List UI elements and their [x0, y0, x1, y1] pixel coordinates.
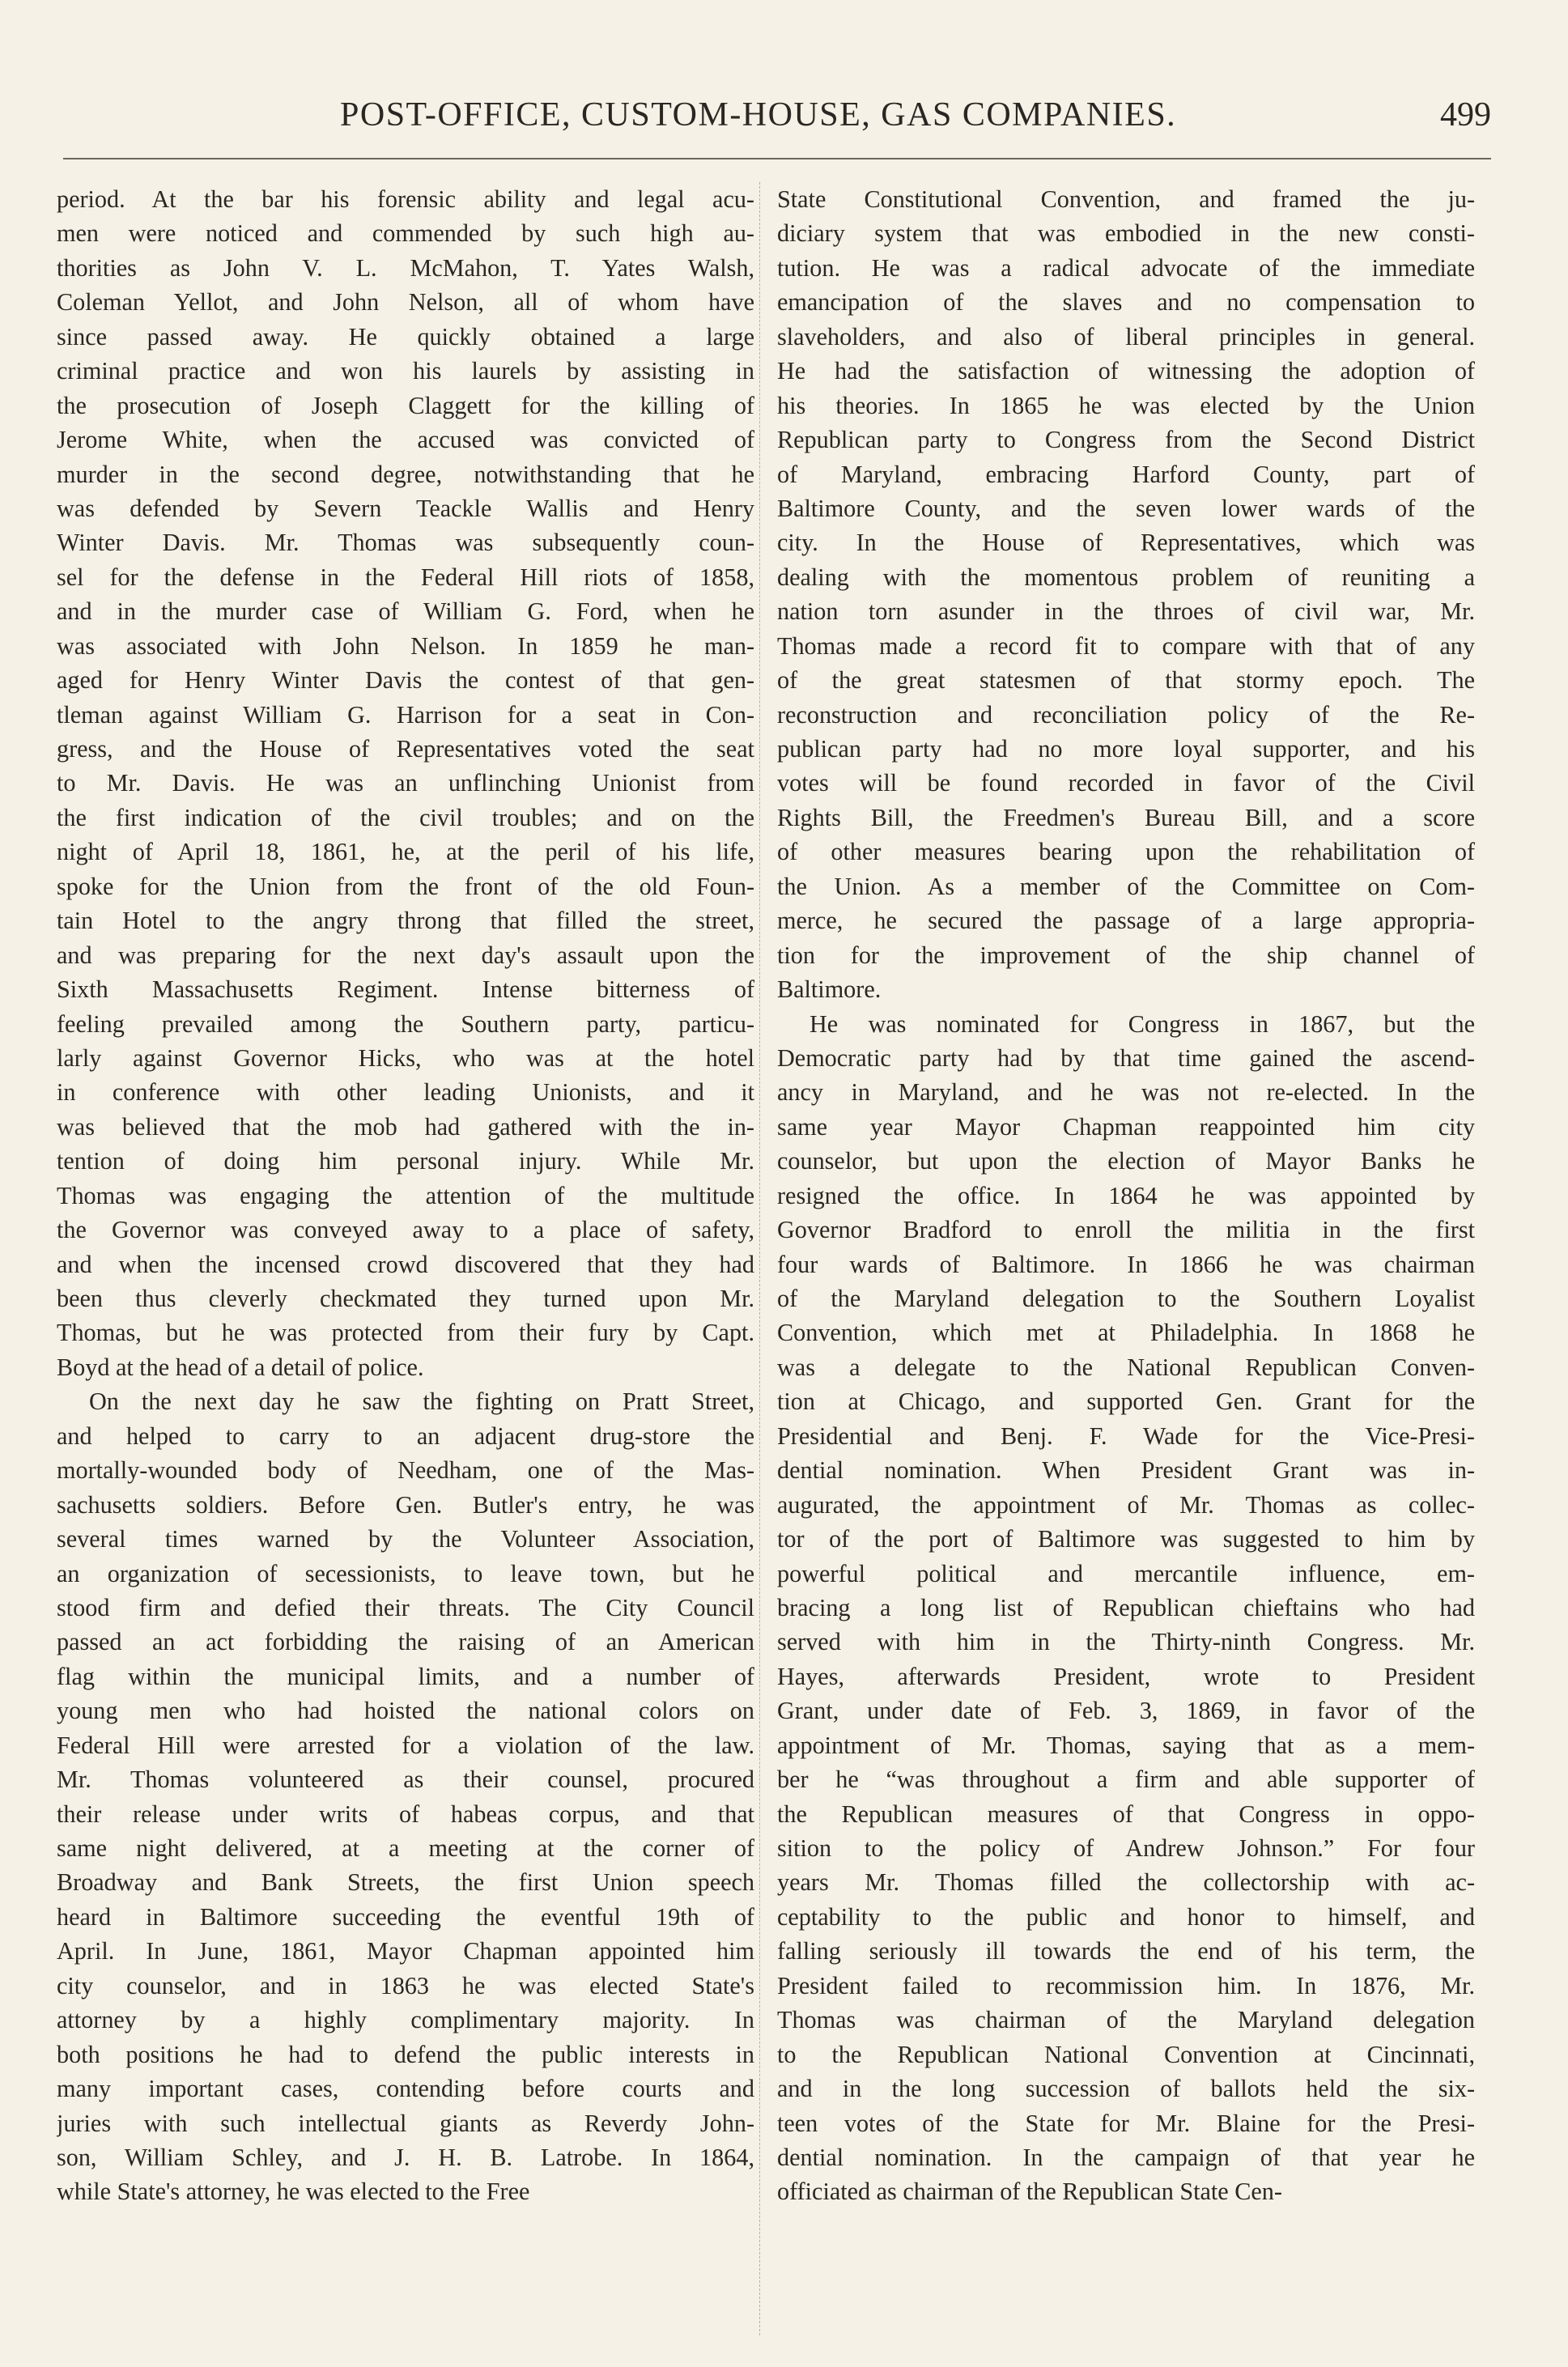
text-line: Presidential and Benj. F. Wade for the Vice-Presi-: [777, 1421, 1475, 1450]
text-line: falling seriously ill towards the end of his term, the: [777, 1937, 1475, 1965]
text-line: their release under writs of habeas corpus, and that: [57, 1800, 754, 1828]
text-line: Baltimore.: [777, 975, 882, 1004]
text-line: several times warned by the Volunteer Association,: [57, 1525, 754, 1553]
text-line: sel for the defense in the Federal Hill riots of 1858,: [57, 563, 754, 591]
text-line: dential nomination. When President Grant was in-: [777, 1456, 1475, 1485]
text-line: votes will be found recorded in favor of the Civil: [777, 769, 1475, 797]
text-line: publican party had no more loyal supporter, and his: [777, 735, 1475, 763]
text-line: Thomas made a record fit to compare with that of any: [777, 631, 1475, 660]
text-line: Thomas, but he was protected from their fury by Capt.: [57, 1319, 754, 1347]
text-line: merce, he secured the passage of a large appropria-: [777, 907, 1475, 935]
text-line: city counselor, and in 1863 he was elected State's: [57, 1971, 754, 1999]
text-line: city. In the House of Representatives, which was: [777, 529, 1475, 557]
column-divider: [759, 182, 760, 2335]
text-line: diciary system that was embodied in the new consti-: [777, 219, 1475, 248]
text-line: same year Mayor Chapman reappointed him city: [777, 1112, 1475, 1141]
text-line: Boyd at the head of a detail of police.: [57, 1353, 424, 1381]
text-line: period. At the bar his forensic ability and legal acu-: [57, 185, 754, 213]
text-line: of the great statesmen of that stormy epoch. The: [777, 666, 1475, 695]
text-line: mortally-wounded body of Needham, one of the Mas-: [57, 1456, 754, 1485]
text-line: men were noticed and commended by such high au-: [57, 219, 754, 248]
text-line: powerful political and mercantile influence, em-: [777, 1559, 1475, 1587]
text-line: aged for Henry Winter Davis the contest of that gen-: [57, 666, 754, 695]
text-line: served with him in the Thirty-ninth Congress. Mr.: [777, 1628, 1475, 1656]
text-line: He had the satisfaction of witnessing the adoption of: [777, 357, 1475, 385]
text-line: thorities as John V. L. McMahon, T. Yates Walsh,: [57, 253, 754, 282]
text-line: bracing a long list of Republican chieftains who had: [777, 1593, 1475, 1621]
text-line: slaveholders, and also of liberal principles in general.: [777, 322, 1475, 351]
text-line: Broadway and Bank Streets, the first Union speech: [57, 1868, 754, 1897]
text-line: ceptability to the public and honor to himself, and: [777, 1902, 1475, 1931]
text-line: augurated, the appointment of Mr. Thomas as collec-: [777, 1490, 1475, 1519]
text-line: Coleman Yellot, and John Nelson, all of whom have: [57, 288, 754, 317]
text-line: many important cases, contending before courts and: [57, 2075, 754, 2103]
text-line: in conference with other leading Unionists, and it: [57, 1078, 754, 1107]
text-line: four wards of Baltimore. In 1866 he was chairman: [777, 1250, 1475, 1278]
text-line: Jerome White, when the accused was convicted of: [57, 426, 754, 454]
text-line: of the Maryland delegation to the Southern Loyalist: [777, 1285, 1475, 1312]
text-line: Hayes, afterwards President, wrote to President: [777, 1662, 1475, 1690]
text-line: the first indication of the civil troubles; and on the: [57, 803, 754, 831]
text-line: both positions he had to defend the public interests in: [57, 2040, 754, 2068]
text-line: his theories. In 1865 he was elected by the Union: [777, 391, 1475, 419]
text-line: State Constitutional Convention, and framed the ju-: [777, 185, 1475, 213]
text-line: of other measures bearing upon the rehabilitation of: [777, 838, 1475, 866]
text-line: tention of doing him personal injury. While Mr.: [57, 1147, 754, 1175]
text-line: juries with such intellectual giants as Reverdy John-: [57, 2109, 754, 2137]
text-line: resigned the office. In 1864 he was appointed by: [777, 1181, 1475, 1209]
text-line: the Union. As a member of the Committee on Com-: [777, 872, 1475, 900]
text-line: was a delegate to the National Republican Conven-: [777, 1353, 1475, 1381]
text-line: and when the incensed crowd discovered that they had: [57, 1250, 754, 1278]
text-line: Rights Bill, the Freedmen's Bureau Bill, and a score: [777, 803, 1475, 831]
text-line: the prosecution of Joseph Claggett for the killing of: [57, 391, 754, 419]
header-rule: [63, 158, 1491, 159]
text-line: Democratic party had by that time gained the ascend-: [777, 1043, 1475, 1072]
text-line: ancy in Maryland, and he was not re-elected. In the: [777, 1078, 1475, 1107]
text-line: the Republican measures of that Congress in oppo-: [777, 1800, 1475, 1828]
text-line: Grant, under date of Feb. 3, 1869, in favor of the: [777, 1697, 1475, 1725]
text-line: feeling prevailed among the Southern party, particu-: [57, 1009, 754, 1038]
text-line: the Governor was conveyed away to a place of safety,: [57, 1216, 754, 1244]
text-line: murder in the second degree, notwithstanding that he: [57, 460, 754, 488]
text-line: He was nominated for Congress in 1867, but the: [809, 1009, 1475, 1038]
text-line: Federal Hill were arrested for a violation of the law.: [57, 1731, 754, 1759]
text-line: Republican party to Congress from the Second District: [777, 426, 1475, 454]
text-line: passed an act forbidding the raising of an American: [57, 1628, 754, 1656]
text-line: to the Republican National Convention at Cincinnati,: [777, 2040, 1475, 2068]
text-line: heard in Baltimore succeeding the eventful 19th of: [57, 1902, 754, 1931]
text-line: reconstruction and reconciliation policy of the Re-: [777, 700, 1475, 729]
text-line: emancipation of the slaves and no compensation to: [777, 288, 1475, 317]
left-column: [57, 182, 754, 2209]
running-head: POST-OFFICE, CUSTOM-HOUSE, GAS COMPANIES.: [340, 96, 1177, 134]
text-line: son, William Schley, and J. H. B. Latrobe. In 1864,: [57, 2143, 754, 2171]
text-line: and helped to carry to an adjacent drug-store the: [57, 1421, 754, 1450]
text-line: Thomas was chairman of the Maryland delegation: [777, 2006, 1475, 2034]
text-line: dealing with the momentous problem of reuniting a: [777, 563, 1475, 591]
text-line: an organization of secessionists, to leave town, but he: [57, 1559, 754, 1587]
text-line: tor of the port of Baltimore was suggested to him by: [777, 1525, 1475, 1553]
text-line: President failed to recommission him. In 1876, Mr.: [777, 1971, 1475, 1999]
text-line: same night delivered, at a meeting at the corner of: [57, 1834, 754, 1862]
text-line: spoke for the Union from the front of the old Foun-: [57, 872, 754, 900]
text-line: young men who had hoisted the national colors on: [57, 1697, 754, 1725]
text-line: flag within the municipal limits, and a number of: [57, 1662, 754, 1690]
text-line: years Mr. Thomas filled the collectorship with ac-: [777, 1868, 1475, 1897]
text-line: and in the murder case of William G. Ford, when he: [57, 597, 754, 626]
text-line: larly against Governor Hicks, who was at the hotel: [57, 1043, 754, 1072]
text-line: nation torn asunder in the throes of civil war, Mr.: [777, 597, 1475, 626]
text-line: and in the long succession of ballots held the six-: [777, 2075, 1475, 2103]
text-line: Governor Bradford to enroll the militia in the first: [777, 1216, 1475, 1244]
text-line: criminal practice and won his laurels by assisting in: [57, 357, 754, 385]
text-line: tleman against William G. Harrison for a seat in Con-: [57, 700, 754, 729]
text-line: Baltimore County, and the seven lower wards of the: [777, 494, 1475, 522]
text-line: sachusetts soldiers. Before Gen. Butler's entry, he was: [57, 1490, 754, 1519]
text-line: tion at Chicago, and supported Gen. Grant for the: [777, 1387, 1475, 1416]
text-line: tion for the improvement of the ship channel of: [777, 941, 1475, 969]
text-line: night of April 18, 1861, he, at the peril of his life,: [57, 838, 754, 866]
text-line: was associated with John Nelson. In 1859 he man-: [57, 631, 754, 660]
text-line: tution. He was a radical advocate of the immediate: [777, 253, 1475, 282]
text-line: teen votes of the State for Mr. Blaine for the Presi-: [777, 2109, 1475, 2137]
text-line: and was preparing for the next day's assault upon the: [57, 941, 754, 969]
text-line: Sixth Massachusetts Regiment. Intense bitterness of: [57, 975, 754, 1004]
right-column: [777, 182, 1475, 2209]
text-line: was defended by Severn Teackle Wallis and Henry: [57, 494, 754, 522]
text-line: to Mr. Davis. He was an unflinching Unionist from: [57, 769, 754, 797]
text-line: since passed away. He quickly obtained a large: [57, 322, 754, 351]
text-line: Convention, which met at Philadelphia. In 1868 he: [777, 1319, 1475, 1347]
text-line: been thus cleverly checkmated they turned upon Mr.: [57, 1285, 754, 1312]
text-line: was believed that the mob had gathered with the in-: [57, 1112, 754, 1141]
text-line: dential nomination. In the campaign of that year he: [777, 2143, 1475, 2171]
text-line: of Maryland, embracing Harford County, part of: [777, 460, 1475, 488]
page-number: 499: [1440, 96, 1491, 134]
text-line: stood firm and defied their threats. The City Council: [57, 1593, 754, 1621]
text-line: officiated as chairman of the Republican State Cen-: [777, 2178, 1282, 2206]
text-line: April. In June, 1861, Mayor Chapman appointed him: [57, 1937, 754, 1965]
text-line: tain Hotel to the angry throng that filled the street,: [57, 907, 754, 935]
text-line: Thomas was engaging the attention of the multitude: [57, 1181, 754, 1209]
text-line: Mr. Thomas volunteered as their counsel, procured: [57, 1766, 754, 1794]
text-line: Winter Davis. Mr. Thomas was subsequently coun-: [57, 529, 754, 557]
text-line: counselor, but upon the election of Mayor Banks he: [777, 1147, 1475, 1175]
text-line: sition to the policy of Andrew Johnson.” For four: [777, 1834, 1475, 1862]
text-line: while State's attorney, he was elected to the Free: [57, 2178, 530, 2206]
text-line: ber he “was throughout a firm and able supporter of: [777, 1766, 1475, 1794]
text-line: gress, and the House of Representatives voted the seat: [57, 735, 754, 763]
text-line: attorney by a highly complimentary majority. In: [57, 2006, 754, 2034]
text-line: On the next day he saw the fighting on Pratt Street,: [89, 1387, 754, 1416]
text-line: appointment of Mr. Thomas, saying that as a mem-: [777, 1731, 1475, 1759]
